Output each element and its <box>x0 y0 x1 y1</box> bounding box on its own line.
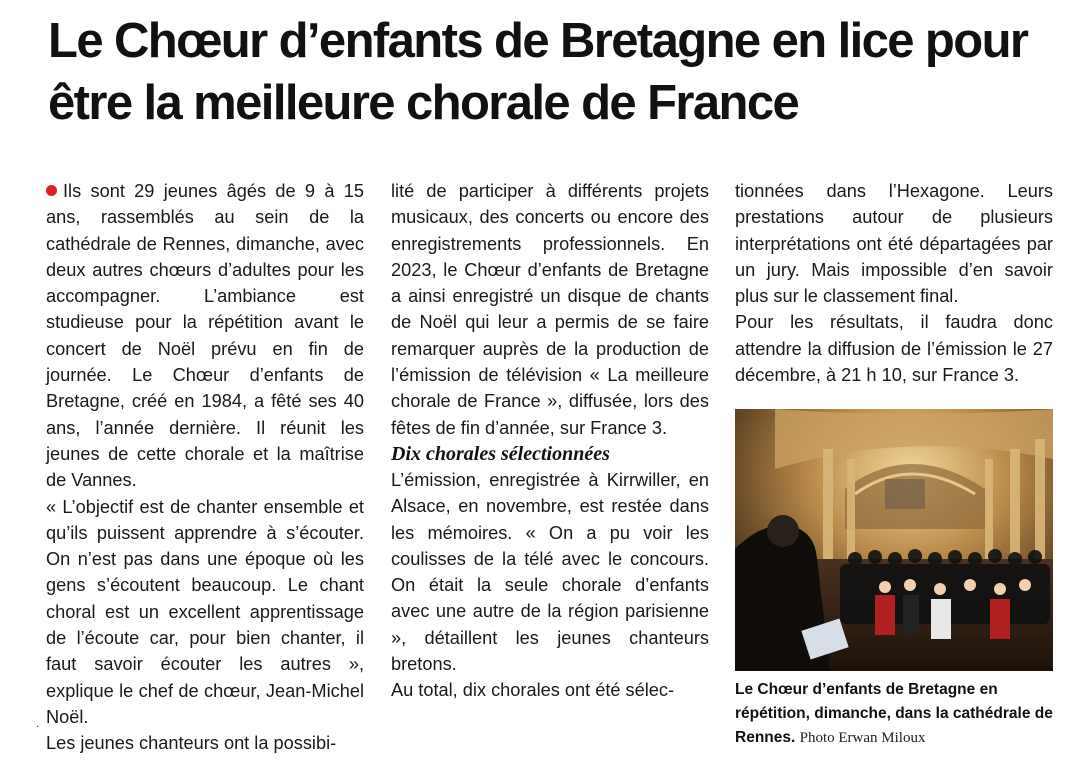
paragraph: « L’objectif est de chanter ensemble et qu’ils puissent apprendre à s’écouter. On n’est pas dans une époque où les gens s’écoutent beaucoup. Le chant choral est un excellent apprentissage de l’écoute car, pour bien chanter, il faut savoir écouter les autres », explique le chef de chœur, Jean-Michel Noël. <box>46 496 364 727</box>
headline: Le Chœur d’enfants de Bretagne en lice pour être la meilleure chorale de France <box>48 14 1028 130</box>
cathedral-choir-photo <box>735 409 1053 671</box>
paragraph: Pour les résultats, il faudra donc attendre la diffusion de l’émission le 27 décembre, à 21 h 10, sur France 3. <box>735 312 1053 386</box>
column-1 <box>46 178 364 757</box>
column-2 <box>391 178 709 704</box>
paragraph <box>46 178 364 494</box>
photo-credit: Photo Erwan Miloux <box>799 730 926 746</box>
paragraph: Les jeunes chanteurs ont la possibi- <box>46 733 337 754</box>
subheading: Dix chorales sélectionnées <box>391 442 610 465</box>
paragraph: L’émission, enregistrée à Kirrwiller, en Alsace, en novembre, est restée dans les mémoires. « On a pu voir les coulisses de la télé avec le concours. On était la seule chorale d’enfants avec une autre de la région parisienne », détaillent les jeunes chanteurs bretons. <box>391 469 709 675</box>
paragraph: Au total, dix chorales ont été sélec- <box>391 680 675 701</box>
paragraph-text: Ils sont 29 jeunes âgés de 9 à 15 ans, rassemblés au sein de la cathédrale de Rennes, dimanche, avec deux autres chœurs d’adultes pour les accompagner. L’ambiance est studieuse pour la répétition avant le concert de Noël prévu en fin de journée. Le Chœur d’enfants de Bretagne, créé en 1984, a fêté ses 40 ans, l’année dernière. Il réunit les jeunes de cette chorale et la maîtrise de Vannes. <box>46 181 364 491</box>
caption-text: Le Chœur d’enfants de Bretagne en répétition, dimanche, dans la cathédrale de Rennes. <box>735 681 1053 746</box>
paragraph: tionnées dans l’Hexagone. Leurs prestations autour de plusieurs interprétations ont été départagées par un jury. Mais impossible d’en savoir plus sur le classement final. <box>735 181 1053 307</box>
stray-mark: . <box>36 716 40 730</box>
bullet-dot-icon <box>46 185 57 196</box>
photo-caption <box>735 678 1057 750</box>
paragraph: lité de participer à différents projets musicaux, des concerts ou encore des enregistrements professionnels. En 2023, le Chœur d’enfants de Bretagne a ainsi enregistré un disque de chants de Noël qui leur a permis de se faire remarquer auprès de la production de l’émission de télévision « La meilleure chorale de France », diffusée, lors des fêtes de fin d’année, sur France 3. <box>391 181 709 438</box>
column-3 <box>735 178 1053 388</box>
